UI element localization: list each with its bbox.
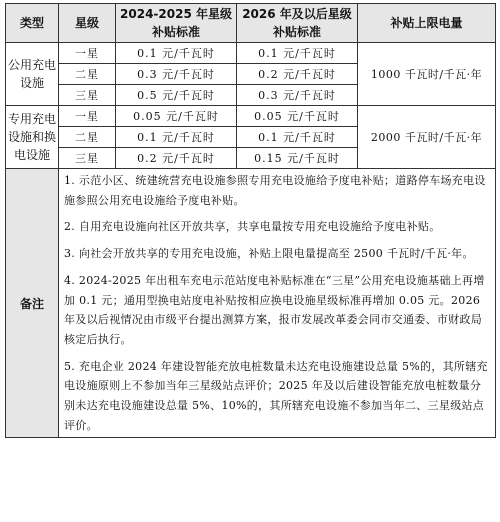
star-cell: 二星 [59, 127, 116, 148]
notes-row [6, 169, 496, 438]
std-2026-cell: 0.05 元/千瓦时 [237, 106, 358, 127]
note-item: 2. 自用充电设施向社区开放共享，共享电量按专用充电设施给予度电补贴。 [64, 220, 441, 234]
note-item: 4. 2024-2025 年出租车充电示范站度电补贴标准在“三星”公用充电设施基础上再增加 0.1 元；通用型换电站度电补贴按相应换电设施星级标准再增加 0.05 元。2026 年及以后视情况由市级平台提出测算方案，报市发展改革委会同市交通委、市财政局核定后执行。 [64, 273, 485, 346]
limit-dedicated: 2000 千瓦时/千瓦·年 [358, 106, 496, 169]
star-cell: 二星 [59, 64, 116, 85]
notes-label: 备注 [6, 169, 59, 438]
std-2026-cell: 0.1 元/千瓦时 [237, 127, 358, 148]
header-std-2026: 2026 年及以后星级补贴标准 [237, 4, 358, 43]
std-2026-cell: 0.3 元/千瓦时 [237, 85, 358, 106]
std-2024-2025-cell: 0.3 元/千瓦时 [116, 64, 237, 85]
category-public: 公用充电设施 [6, 43, 59, 106]
std-2024-2025-cell: 0.5 元/千瓦时 [116, 85, 237, 106]
note-item: 1. 示范小区、统建统营充电设施参照专用充电设施给予度电补贴；道路停车场充电设施参照公用充电设施给予度电补贴。 [64, 174, 486, 207]
table-row [6, 43, 496, 64]
note-item: 5. 充电企业 2024 年建设智能充放电桩数量未达充电设施建设总量 5%的，其所辖充电设施原则上不参加当年三星级站点评价；2025 年及以后建设智能充放电桩数量分别未达充电设施建设总量 5%、10%的，其所辖充电设施不参加当年二、三星级站点评价。 [64, 359, 488, 432]
star-cell: 三星 [59, 148, 116, 169]
star-cell: 一星 [59, 106, 116, 127]
star-cell: 三星 [59, 85, 116, 106]
std-2026-cell: 0.15 元/千瓦时 [237, 148, 358, 169]
std-2024-2025-cell: 0.1 元/千瓦时 [116, 43, 237, 64]
header-type: 类型 [6, 4, 59, 43]
notes-content [59, 169, 496, 438]
std-2024-2025-cell: 0.1 元/千瓦时 [116, 127, 237, 148]
category-dedicated: 专用充电设施和换电设施 [6, 106, 59, 169]
std-2024-2025-cell: 0.05 元/千瓦时 [116, 106, 237, 127]
star-cell: 一星 [59, 43, 116, 64]
std-2026-cell: 0.1 元/千瓦时 [237, 43, 358, 64]
header-limit: 补贴上限电量 [358, 4, 496, 43]
header-star: 星级 [59, 4, 116, 43]
limit-public: 1000 千瓦时/千瓦·年 [358, 43, 496, 106]
table-row [6, 106, 496, 127]
header-std-2024-2025: 2024-2025 年星级补贴标准 [116, 4, 237, 43]
note-item: 3. 向社会开放共享的专用充电设施，补贴上限电量提高至 2500 千瓦时/千瓦·年。 [64, 247, 474, 261]
std-2024-2025-cell: 0.2 元/千瓦时 [116, 148, 237, 169]
subsidy-standard-table [5, 3, 496, 438]
table-header-row [6, 4, 496, 43]
std-2026-cell: 0.2 元/千瓦时 [237, 64, 358, 85]
